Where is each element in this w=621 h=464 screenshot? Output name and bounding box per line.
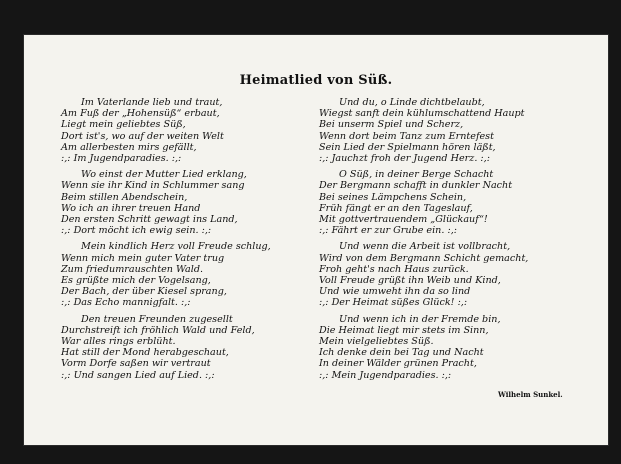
verse-line: Mein vielgeliebtes Süß. bbox=[319, 336, 434, 348]
verse-line: Im Vaterlande lieb und traut, bbox=[81, 97, 223, 108]
verse-line: :,: Dort möcht ich ewig sein. :,: bbox=[61, 225, 212, 237]
verse-line: Mein kindlich Herz voll Freude schlug, bbox=[81, 241, 271, 253]
verse-line: :,: Der Heimat süßes Glück! :,: bbox=[319, 297, 468, 309]
verse-line: Wiegst sanft dein kühlumschattend Haupt bbox=[319, 108, 525, 120]
stanza-left-1 bbox=[61, 97, 311, 164]
left-verse-column bbox=[61, 97, 311, 386]
verse-line: Bei unserm Spiel und Scherz, bbox=[319, 119, 464, 131]
verse-line: Und du, o Linde dichtbelaubt, bbox=[339, 97, 485, 108]
verse-line: Wenn dort beim Tanz zum Erntefest bbox=[319, 130, 494, 142]
stanza-right-2 bbox=[319, 169, 579, 236]
stanza-left-2 bbox=[61, 169, 311, 236]
verse-line: Und wie umweht ihn da so lind bbox=[319, 286, 471, 298]
verse-line: :,: Und sangen Lied auf Lied. :,: bbox=[61, 369, 215, 381]
verse-line: Wo ich an ihrer treuen Hand bbox=[61, 202, 201, 214]
stanza-right-4 bbox=[319, 314, 579, 381]
verse-line: :,: Im Jugendparadies. :,: bbox=[61, 153, 182, 165]
stanza-left-3 bbox=[61, 241, 311, 308]
verse-line: Vorm Dorfe saßen wir vertraut bbox=[61, 358, 211, 370]
verse-line: Wenn sie ihr Kind in Schlummer sang bbox=[61, 180, 245, 192]
verse-line: Wird von dem Bergmann Schicht gemacht, bbox=[319, 252, 529, 264]
song-title: Heimatlied von Süß. bbox=[239, 73, 393, 88]
verse-line: Wo einst der Mutter Lied erklang, bbox=[81, 169, 247, 181]
right-verse-column bbox=[319, 97, 579, 386]
verse-line: Wenn mich mein guter Vater trug bbox=[61, 252, 225, 264]
author-signature: Wilhelm Sunkel. bbox=[498, 390, 563, 399]
verse-line: Am Fuß der „Hohensüß“ erbaut, bbox=[61, 108, 220, 120]
verse-line: War alles rings erblüht. bbox=[61, 336, 176, 348]
verse-line: Beim stillen Abendschein, bbox=[61, 191, 188, 203]
verse-line: Der Bergmann schafft in dunkler Nacht bbox=[319, 180, 513, 192]
verse-line: Liegt mein geliebtes Süß, bbox=[61, 119, 186, 131]
postcard bbox=[24, 35, 608, 445]
verse-line: Die Heimat liegt mir stets im Sinn, bbox=[319, 324, 489, 336]
verse-line: Froh geht's nach Haus zurück. bbox=[319, 263, 469, 275]
verse-line: Ich denke dein bei Tag und Nacht bbox=[319, 347, 484, 359]
verse-line: Und wenn die Arbeit ist vollbracht, bbox=[339, 241, 511, 253]
verse-line: :,: Mein Jugendparadies. :,: bbox=[319, 369, 452, 381]
stanza-right-3 bbox=[319, 241, 579, 308]
verse-line: :,: Jauchzt froh der Jugend Herz. :,: bbox=[319, 153, 490, 165]
verse-line: Früh fängt er an den Tageslauf, bbox=[319, 202, 473, 214]
verse-line: Mit gottvertrauendem „Glückauf“! bbox=[319, 214, 488, 226]
verse-line: Zum friedumrauschten Wald. bbox=[61, 263, 204, 275]
verse-line: Und wenn ich in der Fremde bin, bbox=[339, 313, 501, 325]
verse-line: :,: Das Echo mannigfalt. :,: bbox=[61, 297, 191, 309]
verse-line: Dort ist's, wo auf der weiten Welt bbox=[61, 130, 224, 142]
verse-line: Durchstreift ich fröhlich Wald und Feld, bbox=[61, 324, 255, 336]
verse-line: Sein Lied der Spielmann hören läßt, bbox=[319, 141, 496, 153]
verse-line: Hat still der Mond herabgeschaut, bbox=[61, 347, 229, 359]
verse-line: In deiner Wälder grünen Pracht, bbox=[319, 358, 477, 370]
verse-line: Voll Freude grüßt ihn Weib und Kind, bbox=[319, 275, 501, 287]
stanza-right-1 bbox=[319, 97, 579, 164]
verse-line: Den treuen Freunden zugesellt bbox=[81, 313, 233, 325]
verse-line: Am allerbesten mirs gefällt, bbox=[61, 141, 197, 153]
verse-line: Der Bach, der über Kiesel sprang, bbox=[61, 286, 227, 298]
stanza-left-4 bbox=[61, 314, 311, 381]
verse-line: Es grüßte mich der Vogelsang, bbox=[61, 275, 211, 287]
verse-line: Den ersten Schritt gewagt ins Land, bbox=[61, 214, 238, 226]
verse-line: :,: Fährt er zur Grube ein. :,: bbox=[319, 225, 457, 237]
verse-line: Bei seines Lämpchens Schein, bbox=[319, 191, 467, 203]
verse-line: O Süß, in deiner Berge Schacht bbox=[339, 169, 494, 181]
